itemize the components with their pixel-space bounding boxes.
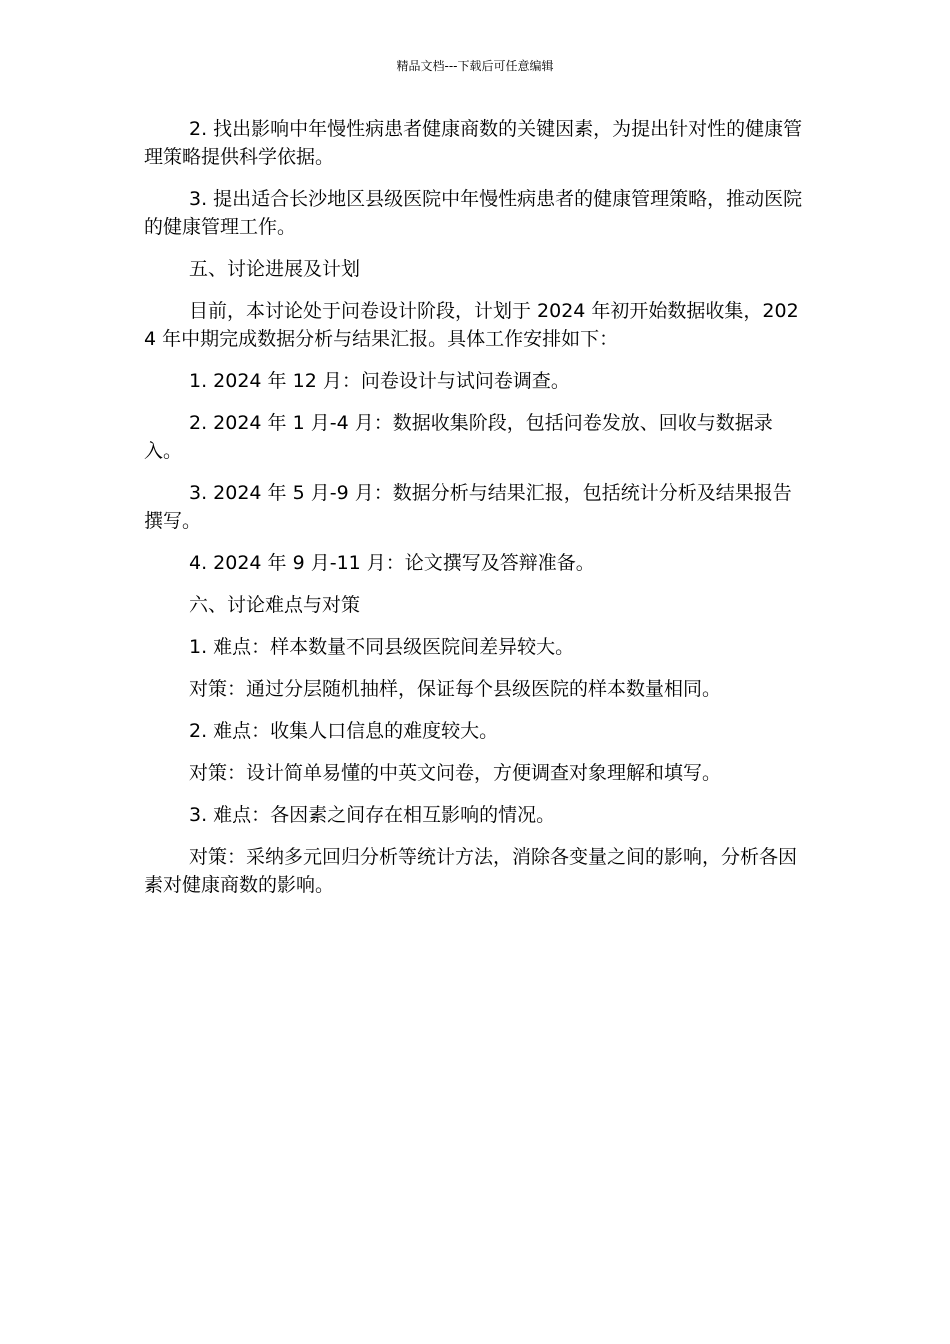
schedule-item-2: 2. 2024 年 1 月-4 月：数据收集阶段，包括问卷发放、回收与数据录入。 [144, 412, 773, 462]
document-body [144, 115, 804, 913]
difficulty-3: 3. 难点：各因素之间存在相互影响的情况。 [189, 804, 556, 826]
paragraph-goal-2: 2. 找出影响中年慢性病患者健康商数的关键因素，为提出针对性的健康管理策略提供科学依据。 [144, 118, 803, 168]
section-heading-difficulties: 六、讨论难点与对策 [189, 594, 361, 616]
countermeasure-1: 对策：通过分层随机抽样，保证每个县级医院的样本数量相同。 [189, 678, 722, 700]
countermeasure-3: 对策：采纳多元回归分析等统计方法，消除各变量之间的影响，分析各因素对健康商数的影响。 [144, 846, 798, 896]
schedule-item-1: 1. 2024 年 12 月：问卷设计与试问卷调查。 [189, 370, 570, 392]
section-heading-progress: 五、讨论进展及计划 [189, 258, 361, 280]
countermeasure-2: 对策：设计简单易懂的中英文问卷，方便调查对象理解和填写。 [189, 762, 722, 784]
paragraph-progress-intro: 目前，本讨论处于问卷设计阶段，计划于 2024 年初开始数据收集，2024 年中期完成数据分析与结果汇报。具体工作安排如下： [144, 300, 799, 350]
schedule-item-4: 4. 2024 年 9 月-11 月：论文撰写及答辩准备。 [189, 552, 595, 574]
page-header: 精品文档---下载后可任意编辑 [396, 59, 554, 73]
paragraph-goal-3: 3. 提出适合长沙地区县级医院中年慢性病患者的健康管理策略，推动医院的健康管理工作。 [144, 188, 803, 238]
schedule-item-3: 3. 2024 年 5 月-9 月：数据分析与结果汇报，包括统计分析及结果报告撰写。 [144, 482, 792, 532]
difficulty-1: 1. 难点：样本数量不同县级医院间差异较大。 [189, 636, 575, 658]
difficulty-2: 2. 难点：收集人口信息的难度较大。 [189, 720, 499, 742]
